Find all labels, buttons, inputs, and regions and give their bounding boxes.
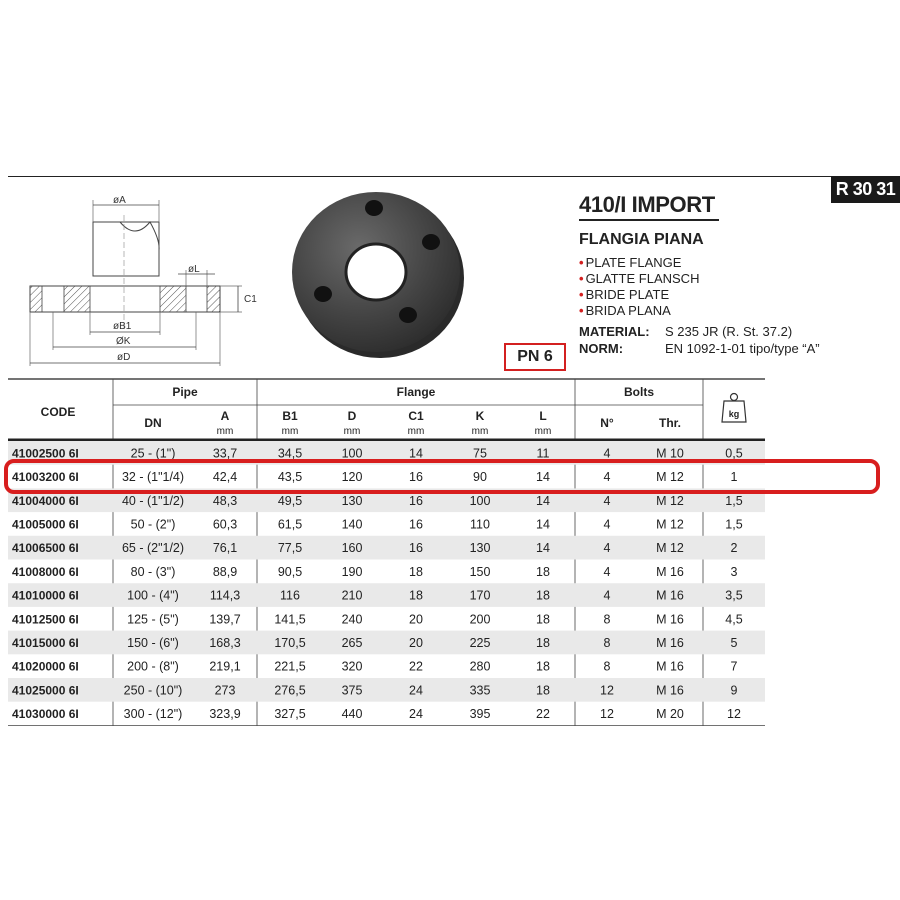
table-cell: 18 <box>536 588 550 603</box>
table-cell: 8 <box>603 659 611 674</box>
product-code-cell: 41012500 6I <box>12 612 79 627</box>
product-code-cell: 41006500 6I <box>12 541 79 556</box>
group-header-bolts: Bolts <box>624 385 654 399</box>
table-cell: 141,5 <box>274 612 306 627</box>
table-cell: 125 - (5") <box>127 612 179 627</box>
table-cell: M 16 <box>656 683 684 698</box>
table-cell: 120 <box>341 470 363 485</box>
dim-a-label: øA <box>113 195 126 206</box>
table-cell: 210 <box>341 588 363 603</box>
column-unit: mm <box>534 426 552 437</box>
code-header: CODE <box>40 405 76 419</box>
table-cell: 34,5 <box>277 446 303 461</box>
table-cell: 75 <box>473 446 487 461</box>
norm-label: NORM: <box>579 341 624 356</box>
table-cell: 18 <box>409 588 423 603</box>
table-cell: 139,7 <box>209 612 241 627</box>
table-cell: 110 <box>470 517 490 532</box>
column-header: A <box>220 409 230 423</box>
table-cell: 24 <box>409 683 423 698</box>
table-cell: 240 <box>341 612 363 627</box>
table-cell: 18 <box>536 659 550 674</box>
column-header: C1 <box>408 409 424 423</box>
table-cell: 88,9 <box>212 564 238 579</box>
table-cell: 8 <box>603 612 611 627</box>
flange-body <box>30 286 220 312</box>
dim-k-label: ØK <box>116 336 131 347</box>
table-cell: M 16 <box>656 635 684 650</box>
table-cell: 11 <box>536 446 550 461</box>
title-underline <box>579 219 719 221</box>
translation-item: • BRIDE PLATE <box>579 287 670 302</box>
table-cell: 18 <box>536 612 550 627</box>
table-cell: M 16 <box>656 588 684 603</box>
table-cell: M 16 <box>656 612 684 627</box>
table-cell: 77,5 <box>277 541 303 556</box>
table-cell: 9 <box>730 683 738 698</box>
table-cell: 14 <box>536 493 550 508</box>
table-cell: 250 - (10") <box>123 683 183 698</box>
table-cell: M 16 <box>656 564 684 579</box>
table-cell: 76,1 <box>212 541 238 556</box>
table-cell: 60,3 <box>212 517 238 532</box>
table-cell: 100 <box>341 446 363 461</box>
kg-weight-icon <box>722 394 746 423</box>
translation-item: • PLATE FLANGE <box>579 255 682 270</box>
table-cell: 80 - (3") <box>130 564 176 579</box>
table-cell: 14 <box>536 541 550 556</box>
column-header: Thr. <box>658 416 682 430</box>
table-cell: 8 <box>603 635 611 650</box>
table-cell: 33,7 <box>212 446 238 461</box>
table-cell: 276,5 <box>274 683 306 698</box>
column-unit: mm <box>407 426 425 437</box>
table-cell: 42,4 <box>212 470 238 485</box>
dim-l-label: øL <box>188 264 200 275</box>
table-cell: 265 <box>341 635 363 650</box>
table-cell: 12 <box>600 707 614 722</box>
table-cell: 327,5 <box>274 707 306 722</box>
table-cell: 440 <box>341 707 363 722</box>
table-cell: 100 <box>469 493 491 508</box>
table-cell: 18 <box>536 635 550 650</box>
table-cell: 280 <box>469 659 491 674</box>
table-cell: 16 <box>409 493 423 508</box>
table-cell: 1,5 <box>725 517 743 532</box>
table-cell: 4 <box>603 541 611 556</box>
table-cell: M 12 <box>656 517 684 532</box>
table-cell: 170 <box>469 588 491 603</box>
table-cell: 100 - (4") <box>127 588 179 603</box>
table-cell: 25 - (1") <box>130 446 176 461</box>
flange-product-image <box>288 182 468 362</box>
table-cell: 18 <box>536 564 550 579</box>
product-code-cell: 41010000 6I <box>12 588 79 603</box>
table-cell: 300 - (12") <box>123 707 183 722</box>
table-cell: 49,5 <box>277 493 303 508</box>
table-cell: M 10 <box>656 446 684 461</box>
table-cell: 20 <box>409 612 423 627</box>
product-code-cell: 41003200 6I <box>12 470 79 485</box>
table-cell: 4 <box>603 517 611 532</box>
table-cell: 200 <box>469 612 491 627</box>
table-cell: 160 <box>341 541 363 556</box>
table-cell: 16 <box>409 541 423 556</box>
highlighted-row-frame <box>4 459 880 495</box>
table-cell: 65 - (2"1/2) <box>121 541 185 556</box>
table-cell: 90,5 <box>277 564 303 579</box>
product-code-cell: 41030000 6I <box>12 707 79 722</box>
table-cell: 2 <box>730 541 738 556</box>
table-cell: 4,5 <box>725 612 743 627</box>
table-cell: 395 <box>469 707 491 722</box>
table-cell: 4 <box>603 470 611 485</box>
table-cell: M 12 <box>656 541 684 556</box>
table-cell: 4 <box>603 564 611 579</box>
pn-badge: PN 6 <box>504 343 566 371</box>
column-header: K <box>475 409 485 423</box>
norm-value: EN 1092-1-01 tipo/type “A” <box>665 341 820 356</box>
table-cell: 1 <box>730 470 738 485</box>
product-subtitle: FLANGIA PIANA <box>579 231 704 248</box>
table-cell: 12 <box>727 707 741 722</box>
table-cell: 140 <box>341 517 363 532</box>
table-cell: 168,3 <box>209 635 241 650</box>
table-cell: 14 <box>536 517 550 532</box>
table-cell: 14 <box>409 446 423 461</box>
table-cell: M 16 <box>656 659 684 674</box>
table-cell: 32 - (1"1/4) <box>121 470 185 485</box>
dimensions-table <box>0 375 900 735</box>
table-cell: 150 - (6") <box>127 635 179 650</box>
product-code-cell: 41008000 6I <box>12 564 79 579</box>
table-cell: 22 <box>409 659 423 674</box>
column-header: L <box>539 409 547 423</box>
table-cell: 0,5 <box>725 446 743 461</box>
column-header: N° <box>600 416 614 430</box>
material-label: MATERIAL: <box>579 324 650 339</box>
column-unit: mm <box>471 426 489 437</box>
dim-c1-label: C1 <box>244 294 257 305</box>
table-cell: 150 <box>469 564 491 579</box>
table-cell: 130 <box>341 493 363 508</box>
pipe-outline <box>93 222 159 276</box>
table-cell: 4 <box>603 493 611 508</box>
spec-block <box>579 323 820 357</box>
table-row-stripe <box>8 678 765 702</box>
table-row-stripe <box>8 631 765 655</box>
flange-cross-section-drawing <box>10 185 270 375</box>
table-cell: 219,1 <box>209 659 241 674</box>
table-row-stripe <box>8 583 765 607</box>
table-cell: 7 <box>730 659 738 674</box>
product-code-cell: 41020000 6I <box>12 659 79 674</box>
table-cell: 90 <box>473 470 487 485</box>
table-cell: M 12 <box>656 470 684 485</box>
table-cell: 5 <box>730 635 738 650</box>
table-cell: 48,3 <box>212 493 238 508</box>
column-unit: mm <box>281 426 299 437</box>
table-cell: 18 <box>409 564 423 579</box>
column-header: DN <box>144 416 162 430</box>
column-unit: mm <box>343 426 361 437</box>
table-cell: 16 <box>409 517 423 532</box>
product-code-cell: 41025000 6I <box>12 683 79 698</box>
group-header-pipe: Pipe <box>172 385 198 399</box>
table-cell: 20 <box>409 635 423 650</box>
translations-list <box>579 255 699 319</box>
column-unit: mm <box>216 426 234 437</box>
product-title: 410/I IMPORT <box>579 192 715 217</box>
column-header: D <box>347 409 357 423</box>
table-cell: 375 <box>341 683 363 698</box>
group-header-flange: Flange <box>396 385 436 399</box>
top-rule <box>8 176 900 177</box>
table-cell: 3,5 <box>725 588 743 603</box>
translation-item: • GLATTE FLANSCH <box>579 271 700 286</box>
dim-d-label: øD <box>117 352 131 363</box>
table-cell: 273 <box>214 683 236 698</box>
table-cell: 14 <box>536 470 550 485</box>
page-code-badge: R 30 31 <box>831 176 900 203</box>
table-cell: 114,3 <box>209 588 241 603</box>
table-cell: 320 <box>341 659 363 674</box>
table-cell: 170,5 <box>274 635 306 650</box>
table-cell: 22 <box>536 707 550 722</box>
table-cell: 3 <box>730 564 738 579</box>
table-cell: 221,5 <box>274 659 306 674</box>
table-cell: M 20 <box>656 707 684 722</box>
table-cell: 335 <box>469 683 491 698</box>
dim-b1-label: øB1 <box>113 321 132 332</box>
material-value: S 235 JR (R. St. 37.2) <box>665 324 793 339</box>
table-cell: 43,5 <box>277 470 303 485</box>
table-cell: 24 <box>409 707 423 722</box>
table-cell: 16 <box>409 470 423 485</box>
column-header: B1 <box>282 409 298 423</box>
table-cell: 225 <box>469 635 491 650</box>
table-cell: 1,5 <box>725 493 743 508</box>
table-cell: 4 <box>603 588 611 603</box>
table-cell: 12 <box>600 683 614 698</box>
table-cell: 4 <box>603 446 611 461</box>
table-cell: 40 - (1"1/2) <box>121 493 185 508</box>
svg-text:kg: kg <box>728 409 740 419</box>
product-code-cell: 41005000 6I <box>12 517 79 532</box>
table-cell: 200 - (8") <box>127 659 179 674</box>
table-cell: 18 <box>536 683 550 698</box>
table-cell: 190 <box>341 564 363 579</box>
table-cell: 323,9 <box>209 707 241 722</box>
table-cell: 130 <box>469 541 491 556</box>
product-code-cell: 41002500 6I <box>12 446 79 461</box>
translation-item: • BRIDA PLANA <box>579 303 671 318</box>
table-cell: 61,5 <box>277 517 303 532</box>
table-cell: 50 - (2") <box>130 517 176 532</box>
table-cell: M 12 <box>656 493 684 508</box>
table-cell: 116 <box>280 588 300 603</box>
product-code-cell: 41004000 6I <box>12 493 79 508</box>
product-code-cell: 41015000 6I <box>12 635 79 650</box>
